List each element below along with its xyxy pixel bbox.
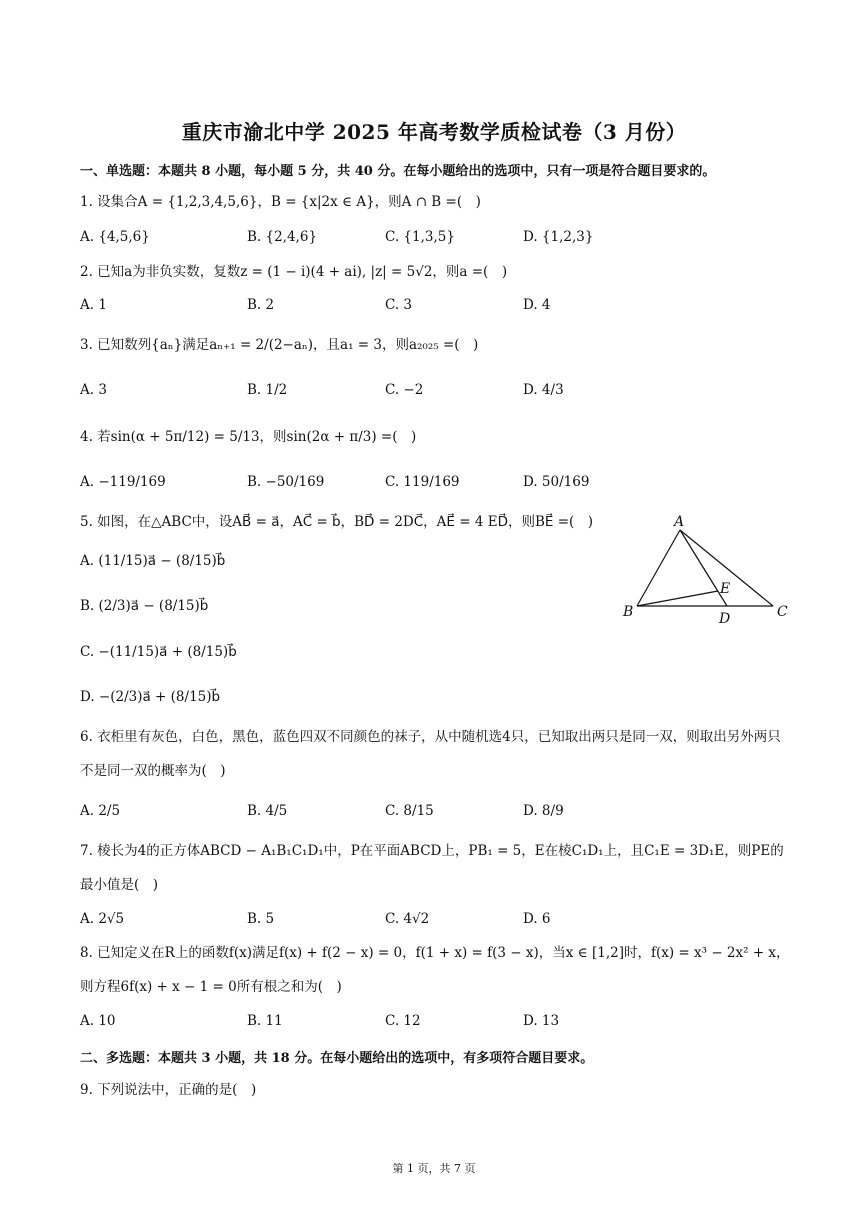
label-c: C xyxy=(777,604,788,620)
option-c: C. 12 xyxy=(385,1013,421,1029)
option-b: B. 5 xyxy=(247,911,275,927)
option-d: D. 4 xyxy=(523,297,551,313)
option-a: A. −119/169 xyxy=(80,474,166,490)
option-b: B. 1/2 xyxy=(247,382,288,398)
option-a: A. 1 xyxy=(80,297,107,313)
question-4-stem: 4. 若sin(α + 5π/12) = 5/13，则sin(2α + π/3) =( ) xyxy=(80,429,417,445)
label-b: B xyxy=(623,604,634,620)
option-c: C. 4√2 xyxy=(385,911,430,927)
question-3-stem: 3. 已知数列{aₙ}满足aₙ₊₁ = 2/(2−aₙ)，且a₁ = 3，则a₂₀₂₅ =( ) xyxy=(80,337,479,353)
segment-be xyxy=(637,591,718,606)
option-d: D. −(2/3)a⃗ + (8/15)b⃗ xyxy=(80,689,221,705)
option-c: C. 8/15 xyxy=(385,803,434,819)
question-9-stem: 9. 下列说法中，正确的是( ) xyxy=(80,1082,257,1098)
triangle-figure xyxy=(620,512,800,627)
option-d: D. {1,2,3} xyxy=(523,229,594,245)
option-a: A. 3 xyxy=(80,382,107,398)
page-footer: 第 1 页，共 7 页 xyxy=(392,1162,476,1175)
label-a: A xyxy=(674,514,685,530)
option-d: D. 4/3 xyxy=(523,382,564,398)
section-heading-multiple-choice: 二、多选题：本题共 3 小题，共 18 分。在每小题给出的选项中，有多项符合题目要求。 xyxy=(80,1051,594,1066)
question-5-stem: 5. 如图，在△ABC中，设AB⃗ = a⃗，AC⃗ = b⃗，BD⃗ = 2DC⃗，AE⃗ = 4 ED⃗，则BE⃗ =( ) xyxy=(80,514,594,530)
option-d: D. 8/9 xyxy=(523,803,564,819)
option-c: C. 119/169 xyxy=(385,474,460,490)
option-d: D. 13 xyxy=(523,1013,560,1029)
option-c: C. −2 xyxy=(385,382,424,398)
option-b: B. 11 xyxy=(247,1013,283,1029)
option-b: B. {2,4,6} xyxy=(247,229,318,245)
question-1-stem: 1. 设集合A = {1,2,3,4,5,6}，B = {x|2x ∈ A}，则A ∩ B =( ) xyxy=(80,194,481,210)
section-heading-single-choice: 一、单选题：本题共 8 小题，每小题 5 分，共 40 分。在每小题给出的选项中，只有一项是符合题目要求的。 xyxy=(80,164,716,179)
option-b: B. 2 xyxy=(247,297,275,313)
edge-ab xyxy=(637,530,680,606)
option-a: A. 10 xyxy=(80,1013,116,1029)
option-b: B. 4/5 xyxy=(247,803,288,819)
option-a: A. (11/15)a⃗ − (8/15)b⃗ xyxy=(80,553,226,569)
option-c: C. −(11/15)a⃗ + (8/15)b⃗ xyxy=(80,644,237,660)
option-a: A. {4,5,6} xyxy=(80,229,150,245)
option-b: B. (2/3)a⃗ − (8/15)b⃗ xyxy=(80,598,209,614)
option-b: B. −50/169 xyxy=(247,474,325,490)
page-title: 重庆市渝北中学 2025 年高考数学质检试卷（3 月份） xyxy=(181,120,687,144)
question-6-stem: 6. 衣柜里有灰色，白色，黑色，蓝色四双不同颜色的袜子，从中随机选4只，已知取出两只是同一双，则取出另外两只不是同一双的概率为( ) xyxy=(80,729,781,779)
option-c: C. {1,3,5} xyxy=(385,229,455,245)
option-a: A. 2√5 xyxy=(80,911,125,927)
option-d: D. 50/169 xyxy=(523,474,590,490)
question-2-stem: 2. 已知a为非负实数，复数z = (1 − i)(4 + ai), |z| = 5√2，则a =( ) xyxy=(80,264,508,280)
label-d: D xyxy=(719,611,731,627)
option-d: D. 6 xyxy=(523,911,551,927)
question-8-stem: 8. 已知定义在R上的函数f(x)满足f(x) + f(2 − x) = 0，f(1 + x) = f(3 − x)，当x ∈ [1,2]时，f(x) = x³ − 2x² + x，则方程6f(x) + x − 1 = 0所有根之和为( ) xyxy=(80,945,790,995)
question-7-stem: 7. 棱长为4的正方体ABCD − A₁B₁C₁D₁中，P在平面ABCD上，PB₁ = 5，E在棱C₁D₁上，且C₁E = 3D₁E，则PE的最小值是( ) xyxy=(80,843,784,893)
label-e: E xyxy=(720,581,731,597)
option-c: C. 3 xyxy=(385,297,413,313)
option-a: A. 2/5 xyxy=(80,803,121,819)
